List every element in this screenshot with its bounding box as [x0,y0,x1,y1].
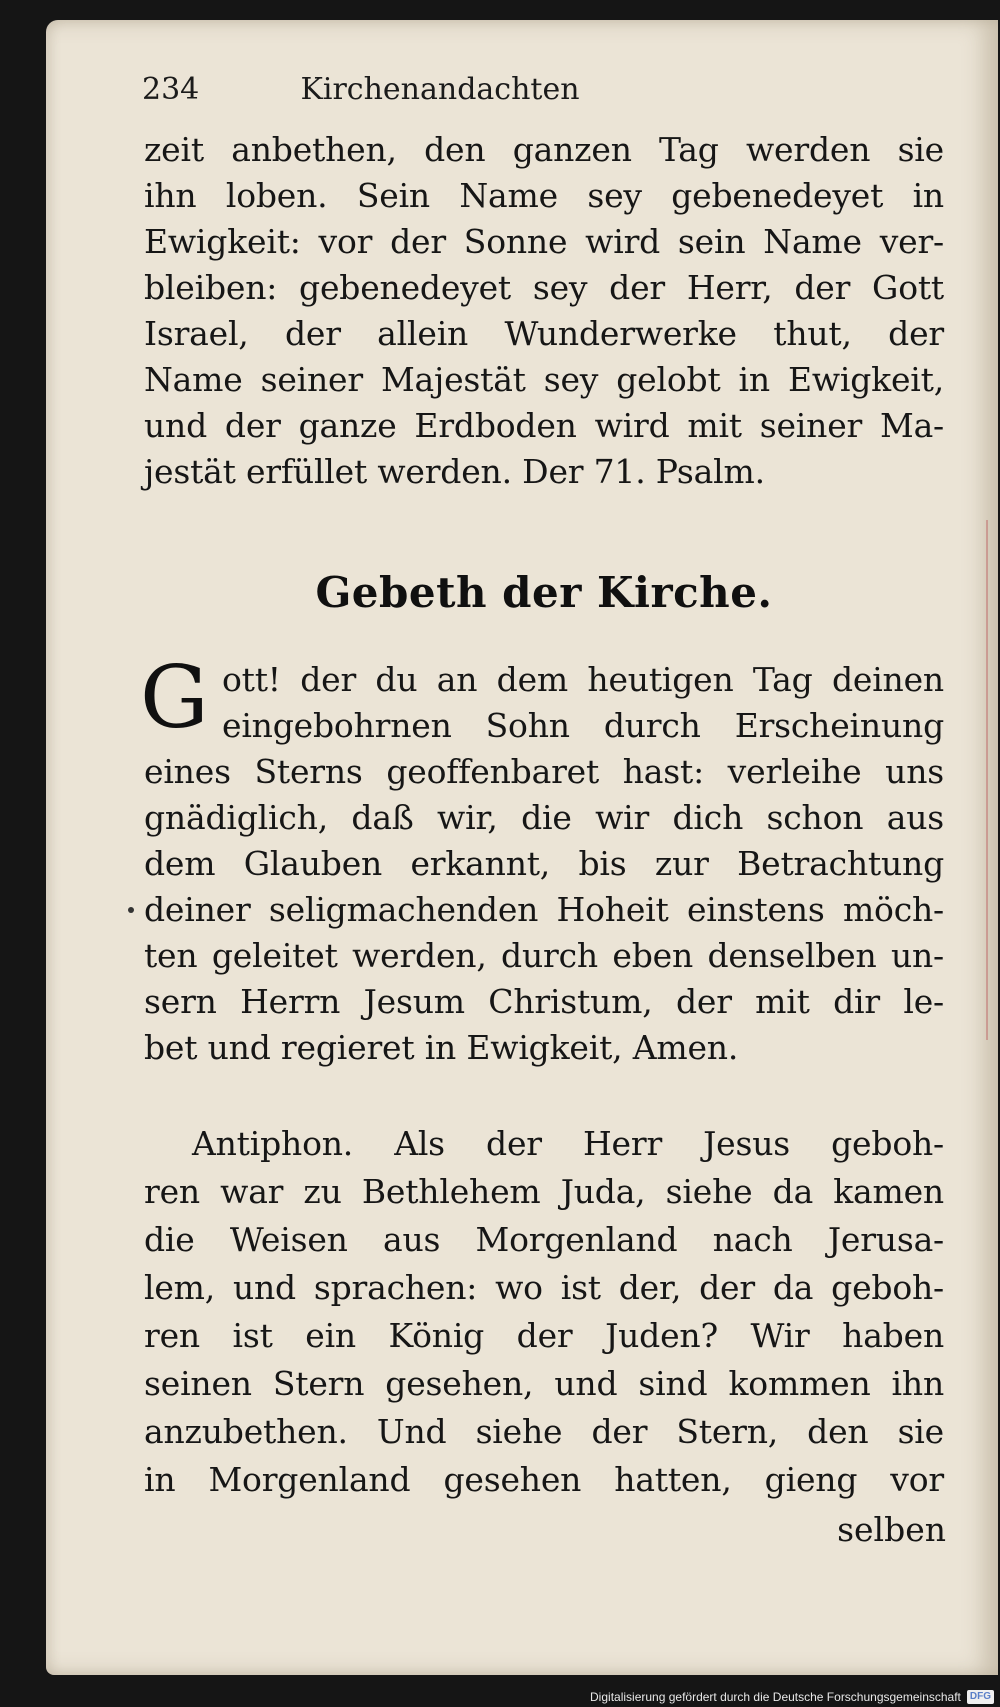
antiphon-line: lem, und sprachen: wo ist der, der da geboh- [144,1268,944,1307]
prayer-first-line: ott! der du an dem heutigen Tag deinen [222,660,944,699]
section-heading: Gebeth der Kirche. [315,568,773,617]
paragraph1-line: bleiben: gebenedeyet sey der Herr, der Gott [144,268,944,307]
credit-text: Digitalisierung gefördert durch die Deutsche Forschungsgemeinschaft [590,1690,961,1704]
paragraph1-line: jestät erfüllet werden. Der 71. Psalm. [144,452,765,491]
antiphon-line: Antiphon. Als der Herr Jesus geboh- [192,1124,944,1163]
catchword: selben [837,1510,946,1549]
paragraph1-line: Ewigkeit: vor der Sonne wird sein Name ver- [144,222,944,261]
prayer-line: deiner seligmachenden Hoheit einstens möch- [144,890,944,929]
paragraph1-line: und der ganze Erdboden wird mit seiner Ma- [144,406,944,445]
digitization-credit [590,1690,994,1704]
dfg-logo-icon: DFG [967,1690,994,1704]
page-number: 234 [142,72,200,107]
prayer-line: ten geleitet werden, durch eben denselben un- [144,936,944,975]
prayer-line: dem Glauben erkannt, bis zur Betrachtung [144,844,944,883]
prayer-line: eines Sterns geoffenbaret hast: verleihe uns [144,752,944,791]
margin-mark [128,907,134,913]
running-head: Kirchenandachten [300,72,580,107]
drop-cap: G [140,648,209,748]
antiphon-line: in Morgenland gesehen hatten, gieng vor [144,1460,944,1499]
prayer-line: gnädiglich, daß wir, die wir dich schon aus [144,798,944,837]
prayer-line: bet und regieret in Ewigkeit, Amen. [144,1028,739,1067]
paragraph1-line: ihn loben. Sein Name sey gebenedeyet in [144,176,944,215]
page-header [142,72,738,122]
paragraph1-line: Name seiner Majestät sey gelobt in Ewigkeit, [144,360,944,399]
antiphon-line: anzubethen. Und siehe der Stern, den sie [144,1412,944,1451]
antiphon-line: seinen Stern gesehen, und sind kommen ihn [144,1364,944,1403]
antiphon-line: ren war zu Bethlehem Juda, siehe da kamen [144,1172,944,1211]
paragraph1-line: zeit anbethen, den ganzen Tag werden sie [144,130,944,169]
antiphon-line: ren ist ein König der Juden? Wir haben [144,1316,944,1355]
prayer-line: eingebohrnen Sohn durch Erscheinung [222,706,944,745]
paragraph1-line: Israel, der allein Wunderwerke thut, der [144,314,944,353]
antiphon-line: die Weisen aus Morgenland nach Jerusa- [144,1220,944,1259]
prayer-line: sern Herrn Jesum Christum, der mit dir le- [144,982,944,1021]
